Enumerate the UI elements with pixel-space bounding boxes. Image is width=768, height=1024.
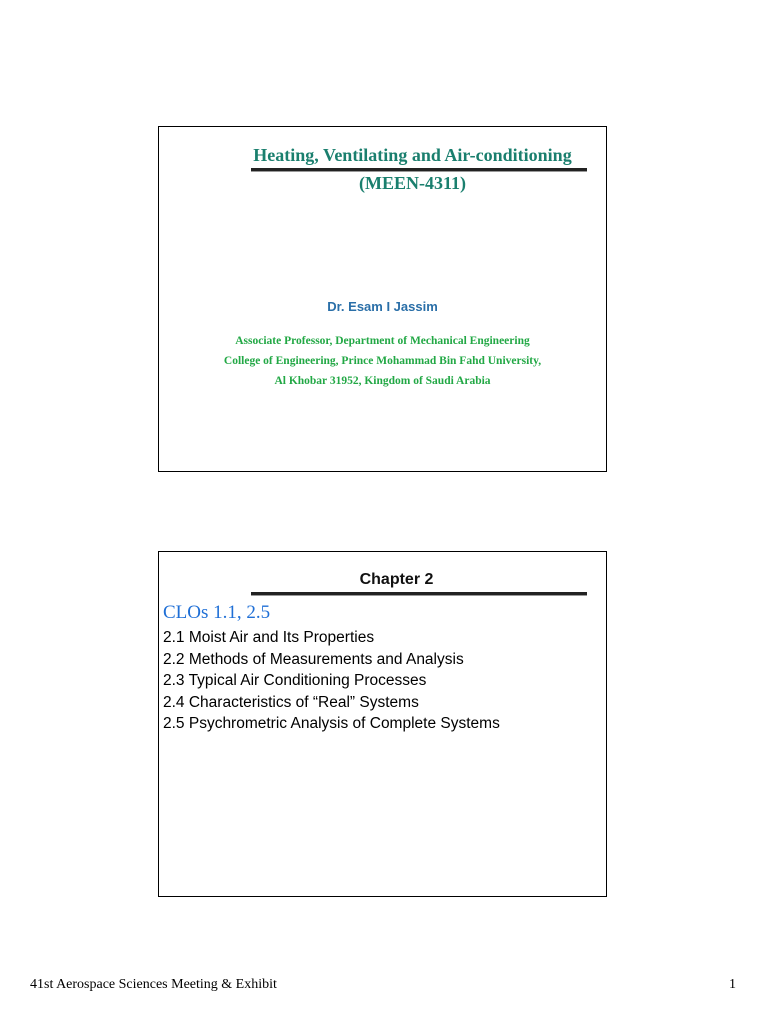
author-name: Dr. Esam I Jassim (327, 299, 438, 314)
topic-item: 2.4 Characteristics of “Real” Systems (163, 693, 419, 711)
title-slide (158, 126, 607, 472)
title-underline (251, 168, 587, 172)
page-number: 1 (729, 977, 736, 992)
chapter-slide (158, 551, 607, 897)
topic-item: 2.3 Typical Air Conditioning Processes (163, 672, 427, 689)
chapter-heading: Chapter 2 (359, 571, 434, 588)
affiliation-line: Associate Professor, Department of Mechanical Engineering (235, 335, 530, 347)
topic-item: 2.5 Psychrometric Analysis of Complete Systems (163, 715, 500, 732)
clos-label: CLOs 1.1, 2.5 (163, 602, 271, 623)
affiliation-line: Al Khobar 31952, Kingdom of Saudi Arabia (274, 375, 491, 387)
chapter-underline (251, 592, 587, 596)
topic-item: 2.2 Methods of Measurements and Analysis (163, 650, 464, 668)
course-code: (MEEN-4311) (359, 173, 466, 193)
topic-item: 2.1 Moist Air and Its Properties (163, 629, 375, 646)
topic-list (163, 627, 500, 735)
affiliation-line: College of Engineering, Prince Mohammad Bin Fahd University, (223, 355, 542, 367)
course-title: Heating, Ventilating and Air-conditioning (253, 145, 572, 165)
footer-conference: 41st Aerospace Sciences Meeting & Exhibit (30, 977, 277, 992)
